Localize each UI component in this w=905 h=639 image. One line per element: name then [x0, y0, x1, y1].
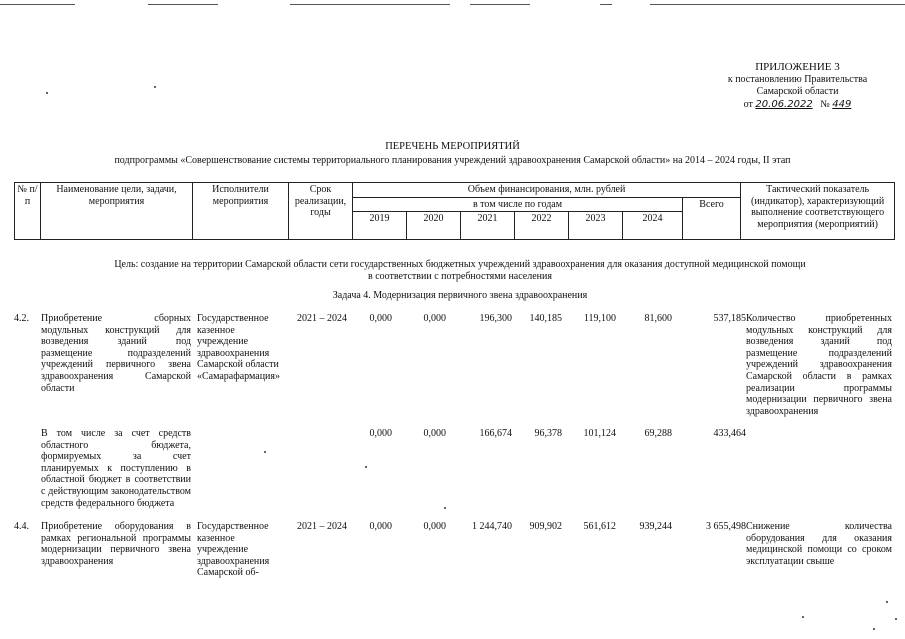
row-executor: Государственное казенное учреждение здравоохранения Самарской об-: [197, 521, 270, 579]
document-subtitle: подпрограммы «Совершенствование системы территориального планирования учреждений здравоохранения Самарской области» на 2014 – 2024 годы, II этап: [114, 155, 791, 166]
scan-speck: [365, 466, 367, 468]
row-value: 140,185: [529, 313, 562, 324]
table-header: [14, 182, 895, 240]
row-value: 1 244,740: [472, 521, 512, 532]
scan-edge-line: [0, 4, 75, 5]
appendix-number: 449: [832, 98, 852, 110]
header-funding: Объем финансирования, млн. рублей: [353, 183, 741, 198]
row-name: Приобретение оборудования в рамках региональной программы модернизации первичного звена здравоохранения: [41, 521, 191, 567]
scan-speck: [444, 507, 446, 509]
scan-edge-line: [650, 4, 905, 5]
scan-edge-line: [290, 4, 450, 5]
row-value: 119,100: [583, 313, 616, 324]
header-year: 2020: [407, 212, 461, 240]
row-num: 4.4.: [14, 521, 29, 532]
row-value: 0,000: [423, 313, 446, 324]
row-value: 96,378: [534, 428, 562, 439]
scan-edge-line: [470, 4, 530, 5]
appendix-block: [690, 61, 905, 111]
row-name: Приобретение сборных модульных конструкций для возведения зданий под размещение подразделений учреждений первичного звена здравоохранения Самарской области: [41, 313, 191, 394]
row-name: В том числе за счет средств областного бюджета, формируемых за счет планируемых к поступлению в областной бюджет в соответствии с действующим законодательством средств федерального бюджета: [41, 428, 191, 509]
appendix-line2: Самарской области: [756, 86, 839, 97]
row-value: 0,000: [369, 521, 392, 532]
header-term: Срок реализации, годы: [289, 183, 353, 240]
row-executor: Государственное казенное учреждение здравоохранения Самарской области «Самарафармация»: [197, 313, 281, 382]
row-value: 0,000: [369, 428, 392, 439]
scan-speck: [264, 451, 266, 453]
row-term: 2021 – 2024: [297, 521, 347, 532]
row-value: 101,124: [583, 428, 616, 439]
header-year: 2022: [515, 212, 569, 240]
header-year: 2024: [623, 212, 683, 240]
row-total: 3 655,498: [706, 521, 746, 532]
scan-speck: [886, 601, 888, 603]
goal-line2: в соответствии с потребностями населения: [368, 271, 552, 282]
scan-speck: [895, 618, 897, 620]
row-indicator: Количество приобретенных модульных конструкций для возведения зданий под размещение подразделений учреждений здравоохранения Самарской области в рамках реализации программы модернизации первичного звена здравоохранения: [746, 313, 892, 417]
row-total: 537,185: [713, 313, 746, 324]
row-value: 166,674: [479, 428, 512, 439]
row-value: 0,000: [423, 428, 446, 439]
scan-speck: [154, 86, 156, 88]
header-year: 2019: [353, 212, 407, 240]
appendix-date: 20.06.2022: [755, 98, 813, 110]
row-value: 561,612: [583, 521, 616, 532]
row-value: 81,600: [644, 313, 672, 324]
header-total: Всего: [683, 197, 741, 240]
scan-speck: [802, 616, 804, 618]
row-total: 433,464: [713, 428, 746, 439]
header-name: Наименование цели, задачи, мероприятия: [41, 183, 193, 240]
scan-edge-line: [600, 4, 612, 5]
header-executors: Исполнители мероприятия: [193, 183, 289, 240]
document-title: ПЕРЕЧЕНЬ МЕРОПРИЯТИЙ: [385, 141, 520, 152]
scan-speck: [46, 92, 48, 94]
appendix-title: ПРИЛОЖЕНИЕ 3: [755, 61, 840, 73]
header-year: 2023: [569, 212, 623, 240]
row-value: 69,288: [644, 428, 672, 439]
row-num: 4.2.: [14, 313, 29, 324]
scan-edge-line: [148, 4, 218, 5]
num-prefix: №: [820, 98, 830, 110]
goal-line1: Цель: создание на территории Самарской области сети государственных бюджетных учреждений здравоохранения для оказания доступной медицинской помощи: [114, 259, 806, 270]
row-value: 909,902: [529, 521, 562, 532]
row-value: 0,000: [369, 313, 392, 324]
scan-speck: [873, 628, 875, 630]
header-indicator: Тактический показатель (индикатор), характеризующий выполнение соответствующего мероприятия (мероприятий): [741, 183, 895, 240]
row-indicator: Снижение количества оборудования для оказания медицинской помощи со сроком эксплуатации свыше: [746, 521, 892, 567]
row-value: 939,244: [639, 521, 672, 532]
header-num: № п/п: [15, 183, 41, 240]
date-prefix: от: [743, 98, 753, 110]
appendix-line1: к постановлению Правительства: [727, 73, 868, 85]
header-by-years: в том числе по годам: [353, 197, 683, 212]
row-term: 2021 – 2024: [297, 313, 347, 324]
row-value: 0,000: [423, 521, 446, 532]
header-year: 2021: [461, 212, 515, 240]
row-value: 196,300: [479, 313, 512, 324]
task-title: Задача 4. Модернизация первичного звена здравоохранения: [332, 290, 588, 301]
appendix-date-line: [690, 99, 905, 112]
